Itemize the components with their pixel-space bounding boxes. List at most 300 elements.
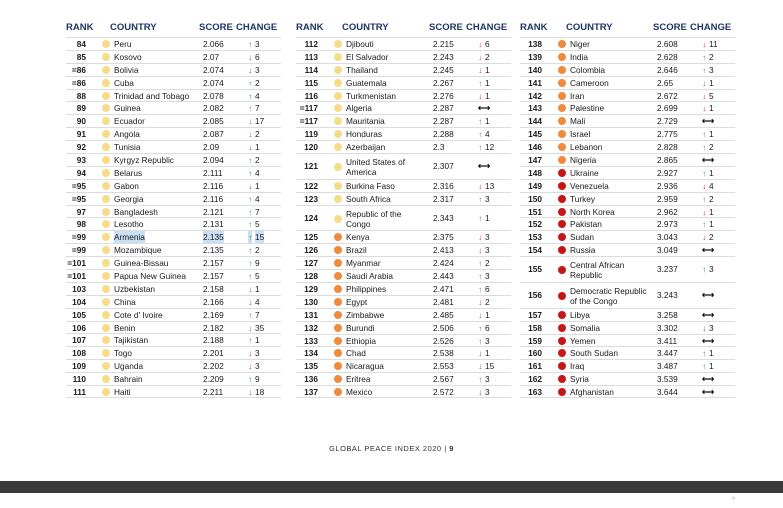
table-row bbox=[296, 256, 511, 269]
score-dot-icon bbox=[558, 53, 566, 61]
ranking-table-3 bbox=[520, 20, 735, 398]
country-cell: Turkmenistan bbox=[346, 90, 396, 101]
arrow-up-icon: ↑ bbox=[478, 129, 483, 140]
rank-cell: 92 bbox=[76, 142, 86, 153]
arrow-up-icon: ↑ bbox=[702, 219, 707, 230]
score-cell: 2.211 bbox=[203, 387, 224, 398]
change-cell: 15 bbox=[485, 361, 495, 372]
arrow-down-icon: ↓ bbox=[478, 51, 483, 62]
change-cell: 1 bbox=[485, 116, 490, 127]
score-cell: 2.413 bbox=[433, 245, 454, 256]
table-row bbox=[296, 334, 511, 347]
country-cell: Angola bbox=[114, 129, 140, 140]
country-cell: South Sudan bbox=[570, 348, 618, 359]
arrow-down-icon: ↓ bbox=[248, 283, 253, 294]
country-cell: Philippines bbox=[346, 283, 387, 294]
score-cell: 2.828 bbox=[657, 142, 678, 153]
rank-cell: 137 bbox=[304, 387, 318, 398]
score-cell: 2.973 bbox=[657, 219, 678, 230]
score-cell: 2.135 bbox=[203, 232, 224, 243]
arrow-down-icon: ↓ bbox=[702, 180, 707, 191]
arrow-down-icon: ↓ bbox=[702, 206, 707, 217]
arrow-down-icon: ↓ bbox=[702, 322, 707, 333]
change-cell: 6 bbox=[255, 51, 260, 62]
score-cell: 3.302 bbox=[657, 322, 678, 333]
score-dot-icon bbox=[334, 40, 342, 48]
score-cell: 3.237 bbox=[657, 264, 678, 275]
change-cell: 1 bbox=[485, 90, 490, 101]
change-cell: 3 bbox=[255, 348, 260, 359]
score-dot-icon bbox=[334, 285, 342, 293]
change-cell: 2 bbox=[709, 51, 714, 62]
score-cell: 2.09 bbox=[203, 142, 220, 153]
rank-cell: 140 bbox=[528, 64, 542, 75]
country-cell: Eritrea bbox=[346, 374, 371, 385]
table-header bbox=[66, 20, 281, 37]
table-row bbox=[66, 359, 281, 372]
arrow-up-icon: ↑ bbox=[702, 142, 707, 153]
score-dot-icon bbox=[102, 92, 110, 100]
score-cell: 2.936 bbox=[657, 180, 678, 191]
rank-cell: 134 bbox=[304, 348, 318, 359]
table-row bbox=[66, 166, 281, 179]
score-cell: 2.085 bbox=[203, 116, 224, 127]
no-change-icon: ⟷ bbox=[702, 289, 714, 300]
rank-cell: 106 bbox=[72, 322, 86, 333]
change-cell: 3 bbox=[709, 322, 714, 333]
change-cell: 1 bbox=[709, 167, 714, 178]
change-cell: 6 bbox=[485, 39, 490, 49]
rank-cell: 124 bbox=[304, 212, 318, 223]
score-cell: 2.307 bbox=[433, 161, 454, 172]
score-cell: 2.3 bbox=[433, 142, 445, 153]
arrow-up-icon: ↑ bbox=[248, 309, 253, 320]
score-dot-icon bbox=[334, 53, 342, 61]
rank-cell: =86 bbox=[71, 77, 86, 88]
rank-cell: 116 bbox=[304, 90, 318, 101]
country-cell: Cameroon bbox=[570, 77, 609, 88]
change-cell: 3 bbox=[485, 245, 490, 256]
table-row bbox=[296, 140, 511, 153]
country-cell: Somalia bbox=[570, 322, 600, 333]
country-cell: Russia bbox=[570, 245, 596, 256]
score-cell: 2.209 bbox=[203, 374, 224, 385]
arrow-up-icon: ↑ bbox=[248, 271, 253, 282]
arrow-up-icon: ↑ bbox=[702, 361, 707, 372]
scroll-up-icon[interactable]: ^ bbox=[731, 497, 735, 504]
rank-cell: 112 bbox=[304, 39, 318, 49]
score-dot-icon bbox=[334, 66, 342, 74]
score-dot-icon bbox=[102, 79, 110, 87]
score-cell: 2.131 bbox=[203, 219, 224, 230]
country-cell: Venezuela bbox=[570, 180, 609, 191]
score-dot-icon bbox=[558, 324, 566, 332]
arrow-up-icon: ↑ bbox=[248, 258, 253, 269]
country-cell: Guinea-Bissau bbox=[114, 258, 169, 269]
table-row bbox=[296, 63, 511, 76]
country-cell: Tajikistan bbox=[114, 335, 149, 346]
rank-cell: 109 bbox=[72, 361, 86, 372]
score-dot-icon bbox=[102, 272, 110, 280]
arrow-up-icon: ↑ bbox=[702, 264, 707, 275]
change-cell: 3 bbox=[485, 271, 490, 282]
change-cell: 4 bbox=[255, 296, 260, 307]
rank-cell: 127 bbox=[304, 258, 318, 269]
score-cell: 2.276 bbox=[433, 90, 454, 101]
score-cell: 2.959 bbox=[657, 193, 678, 204]
change-cell: 7 bbox=[255, 206, 260, 217]
rank-cell: 89 bbox=[76, 103, 86, 114]
country-cell: Democratic Republic of the Congo bbox=[570, 285, 647, 306]
rank-cell: =99 bbox=[71, 245, 86, 256]
rank-cell: 128 bbox=[304, 271, 318, 282]
change-cell: 7 bbox=[255, 103, 260, 114]
score-cell: 2.729 bbox=[657, 116, 678, 127]
rank-cell: 135 bbox=[304, 361, 318, 372]
score-cell: 2.699 bbox=[657, 103, 678, 114]
change-cell: 4 bbox=[255, 167, 260, 178]
country-cell: Zimbabwe bbox=[346, 309, 385, 320]
change-cell: 1 bbox=[485, 348, 490, 359]
table-row bbox=[296, 127, 511, 140]
table-row bbox=[296, 372, 511, 385]
rank-cell: 138 bbox=[528, 39, 542, 49]
score-dot-icon bbox=[558, 349, 566, 357]
table-row bbox=[520, 243, 735, 256]
table-row bbox=[66, 217, 281, 230]
score-dot-icon bbox=[102, 233, 110, 241]
score-dot-icon bbox=[334, 233, 342, 241]
table-row bbox=[66, 114, 281, 127]
score-cell: 2.471 bbox=[433, 283, 454, 294]
score-cell: 2.538 bbox=[433, 348, 454, 359]
arrow-up-icon: ↑ bbox=[478, 335, 483, 346]
rank-cell: 123 bbox=[304, 193, 318, 204]
score-dot-icon bbox=[558, 233, 566, 241]
table-row bbox=[520, 89, 735, 102]
rank-cell: 131 bbox=[304, 309, 318, 320]
arrow-down-icon: ↓ bbox=[248, 361, 253, 372]
arrow-up-icon: ↑ bbox=[248, 232, 253, 243]
change-cell: 3 bbox=[485, 335, 490, 346]
score-cell: 2.526 bbox=[433, 335, 454, 346]
country-cell: Uzbekistan bbox=[114, 283, 156, 294]
table-row bbox=[520, 50, 735, 63]
country-cell: Myanmar bbox=[346, 258, 381, 269]
country-cell: Ecuador bbox=[114, 116, 145, 127]
score-dot-icon bbox=[334, 246, 342, 254]
header-change: CHANGE bbox=[690, 22, 732, 33]
rank-cell: =95 bbox=[71, 180, 86, 191]
country-cell: Thailand bbox=[346, 64, 378, 75]
country-cell: Syria bbox=[570, 374, 589, 385]
change-cell: 2 bbox=[485, 296, 490, 307]
score-dot-icon bbox=[102, 362, 110, 370]
score-cell: 2.243 bbox=[433, 51, 454, 62]
arrow-up-icon: ↑ bbox=[248, 374, 253, 385]
score-cell: 2.074 bbox=[203, 77, 224, 88]
rank-cell: 144 bbox=[528, 116, 542, 127]
change-cell: 3 bbox=[709, 64, 714, 75]
table-row bbox=[66, 295, 281, 308]
rank-cell: 162 bbox=[528, 374, 542, 385]
score-dot-icon bbox=[558, 195, 566, 203]
table-row bbox=[66, 243, 281, 256]
rank-cell: =101 bbox=[67, 258, 86, 269]
table-row bbox=[66, 153, 281, 166]
table-row bbox=[520, 114, 735, 127]
score-dot-icon bbox=[334, 324, 342, 332]
table-row bbox=[520, 63, 735, 76]
table-row bbox=[520, 153, 735, 166]
table-row bbox=[520, 346, 735, 359]
country-cell: Colombia bbox=[570, 64, 606, 75]
rank-cell: =95 bbox=[71, 193, 86, 204]
arrow-up-icon: ↑ bbox=[478, 322, 483, 333]
arrow-down-icon: ↓ bbox=[248, 180, 253, 191]
rank-cell: 114 bbox=[304, 64, 318, 75]
change-cell: 3 bbox=[485, 387, 490, 398]
score-dot-icon bbox=[102, 53, 110, 61]
header-score: SCORE bbox=[653, 22, 687, 33]
score-cell: 3.258 bbox=[657, 309, 678, 320]
country-cell: Algeria bbox=[346, 103, 372, 114]
rank-cell: 139 bbox=[528, 51, 542, 62]
footer-separator: | bbox=[444, 444, 447, 453]
country-cell: China bbox=[114, 296, 136, 307]
score-cell: 2.962 bbox=[657, 206, 678, 217]
table-row bbox=[296, 321, 511, 334]
score-cell: 2.215 bbox=[433, 39, 454, 49]
score-dot-icon bbox=[558, 156, 566, 164]
viewer-scroll-area[interactable] bbox=[0, 493, 783, 508]
table-row bbox=[520, 372, 735, 385]
change-cell: 12 bbox=[485, 142, 495, 153]
change-cell: 3 bbox=[485, 374, 490, 385]
arrow-up-icon: ↑ bbox=[248, 90, 253, 101]
country-cell: Guinea bbox=[114, 103, 141, 114]
table-row bbox=[66, 256, 281, 269]
score-cell: 2.443 bbox=[433, 271, 454, 282]
change-cell: 1 bbox=[255, 335, 260, 346]
rank-cell: 160 bbox=[528, 348, 542, 359]
country-cell: Mozambique bbox=[114, 245, 162, 256]
rank-cell: =86 bbox=[71, 64, 86, 75]
score-cell: 2.066 bbox=[203, 39, 224, 49]
table-row bbox=[66, 205, 281, 218]
score-cell: 2.188 bbox=[203, 335, 224, 346]
arrow-up-icon: ↑ bbox=[478, 212, 483, 223]
change-cell: 9 bbox=[255, 374, 260, 385]
no-change-icon: ⟷ bbox=[702, 245, 714, 256]
arrow-down-icon: ↓ bbox=[478, 245, 483, 256]
country-cell: Turkey bbox=[570, 193, 596, 204]
change-cell: 1 bbox=[709, 77, 714, 88]
score-dot-icon bbox=[334, 298, 342, 306]
table-row bbox=[296, 230, 511, 243]
table-row bbox=[66, 127, 281, 140]
change-cell: 1 bbox=[485, 77, 490, 88]
change-cell: 7 bbox=[255, 309, 260, 320]
score-cell: 2.316 bbox=[433, 180, 454, 191]
table-row bbox=[296, 114, 511, 127]
arrow-down-icon: ↓ bbox=[478, 64, 483, 75]
score-dot-icon bbox=[102, 259, 110, 267]
rank-cell: 148 bbox=[528, 167, 542, 178]
rank-cell: 126 bbox=[304, 245, 318, 256]
rank-cell: 122 bbox=[304, 180, 318, 191]
rank-cell: 149 bbox=[528, 180, 542, 191]
change-cell: 1 bbox=[709, 219, 714, 230]
arrow-up-icon: ↑ bbox=[702, 64, 707, 75]
score-cell: 2.672 bbox=[657, 90, 678, 101]
score-dot-icon bbox=[102, 40, 110, 48]
change-cell: 1 bbox=[255, 283, 260, 294]
header-country: COUNTRY bbox=[566, 22, 613, 33]
arrow-up-icon: ↑ bbox=[478, 142, 483, 153]
arrow-up-icon: ↑ bbox=[478, 77, 483, 88]
country-cell: Israel bbox=[570, 129, 591, 140]
country-cell: Nigeria bbox=[570, 155, 597, 166]
score-dot-icon bbox=[102, 220, 110, 228]
score-dot-icon bbox=[334, 272, 342, 280]
score-cell: 2.572 bbox=[433, 387, 454, 398]
table-row bbox=[520, 385, 735, 398]
score-dot-icon bbox=[558, 104, 566, 112]
change-cell: 18 bbox=[255, 387, 265, 398]
score-cell: 2.343 bbox=[433, 212, 454, 223]
header-rank: RANK bbox=[296, 22, 324, 33]
table-row bbox=[520, 101, 735, 114]
change-cell: 13 bbox=[485, 180, 495, 191]
score-dot-icon bbox=[102, 130, 110, 138]
score-dot-icon bbox=[558, 266, 566, 274]
change-cell: 4 bbox=[709, 180, 714, 191]
table-row bbox=[296, 205, 511, 231]
arrow-down-icon: ↓ bbox=[248, 296, 253, 307]
table-row bbox=[520, 359, 735, 372]
table-row bbox=[520, 166, 735, 179]
table-row bbox=[520, 217, 735, 230]
country-cell: Mali bbox=[570, 116, 586, 127]
score-cell: 2.506 bbox=[433, 322, 454, 333]
arrow-down-icon: ↓ bbox=[702, 103, 707, 114]
rank-cell: 110 bbox=[72, 374, 86, 385]
table-row bbox=[296, 282, 511, 295]
table-row bbox=[66, 179, 281, 192]
table-row bbox=[66, 76, 281, 89]
arrow-down-icon: ↓ bbox=[248, 64, 253, 75]
score-dot-icon bbox=[102, 104, 110, 112]
change-cell: 3 bbox=[255, 64, 260, 75]
score-cell: 2.287 bbox=[433, 116, 454, 127]
country-cell: Togo bbox=[114, 348, 132, 359]
score-dot-icon bbox=[102, 117, 110, 125]
arrow-up-icon: ↑ bbox=[248, 155, 253, 166]
rank-cell: =99 bbox=[71, 232, 86, 243]
score-cell: 2.646 bbox=[657, 64, 678, 75]
score-cell: 3.539 bbox=[657, 374, 678, 385]
change-cell: 5 bbox=[255, 271, 260, 282]
score-dot-icon bbox=[558, 246, 566, 254]
country-cell: Belarus bbox=[114, 167, 143, 178]
arrow-down-icon: ↓ bbox=[248, 322, 253, 333]
change-cell: 2 bbox=[709, 142, 714, 153]
table-row bbox=[296, 101, 511, 114]
rank-cell: 153 bbox=[528, 232, 542, 243]
rank-cell: 143 bbox=[528, 103, 542, 114]
table-row bbox=[296, 37, 511, 50]
country-cell: Pakistan bbox=[570, 219, 602, 230]
table-row bbox=[520, 230, 735, 243]
change-cell: 4 bbox=[255, 193, 260, 204]
table-row bbox=[296, 243, 511, 256]
score-dot-icon bbox=[558, 337, 566, 345]
rank-cell: 93 bbox=[76, 155, 86, 166]
country-cell: Honduras bbox=[346, 129, 382, 140]
score-cell: 2.157 bbox=[203, 271, 224, 282]
arrow-up-icon: ↑ bbox=[248, 245, 253, 256]
table-row bbox=[520, 37, 735, 50]
score-cell: 2.202 bbox=[203, 361, 224, 372]
score-cell: 2.07 bbox=[203, 51, 220, 62]
score-cell: 2.481 bbox=[433, 296, 454, 307]
table-row bbox=[296, 346, 511, 359]
arrow-down-icon: ↓ bbox=[478, 361, 483, 372]
score-cell: 3.411 bbox=[657, 335, 678, 346]
change-cell: 1 bbox=[485, 212, 490, 223]
change-cell: 6 bbox=[485, 283, 490, 294]
ranking-table-2 bbox=[296, 20, 511, 398]
arrow-up-icon: ↑ bbox=[702, 129, 707, 140]
score-dot-icon bbox=[334, 337, 342, 345]
country-cell: Sudan bbox=[570, 232, 594, 243]
score-dot-icon bbox=[558, 311, 566, 319]
rank-cell: 113 bbox=[304, 51, 318, 62]
arrow-down-icon: ↓ bbox=[478, 348, 483, 359]
no-change-icon: ⟷ bbox=[702, 387, 714, 398]
score-cell: 2.082 bbox=[203, 103, 224, 114]
rank-cell: 152 bbox=[528, 219, 542, 230]
score-cell: 2.182 bbox=[203, 322, 224, 333]
change-cell: 2 bbox=[485, 51, 490, 62]
footer-title: GLOBAL PEACE INDEX 2020 bbox=[329, 444, 442, 453]
arrow-down-icon: ↓ bbox=[248, 129, 253, 140]
arrow-up-icon: ↑ bbox=[248, 77, 253, 88]
table-row bbox=[296, 269, 511, 282]
change-cell: 3 bbox=[255, 361, 260, 372]
score-cell: 2.158 bbox=[203, 283, 224, 294]
score-dot-icon bbox=[334, 92, 342, 100]
arrow-down-icon: ↓ bbox=[702, 77, 707, 88]
rank-cell: 108 bbox=[72, 348, 86, 359]
header-change: CHANGE bbox=[466, 22, 508, 33]
rank-cell: 129 bbox=[304, 283, 318, 294]
rank-cell: 150 bbox=[528, 193, 542, 204]
rank-cell: 84 bbox=[76, 39, 86, 49]
rank-cell: 111 bbox=[73, 387, 86, 398]
score-dot-icon bbox=[334, 215, 342, 223]
table-row bbox=[296, 192, 511, 205]
rank-cell: 142 bbox=[528, 90, 542, 101]
arrow-down-icon: ↓ bbox=[702, 39, 707, 49]
arrow-down-icon: ↓ bbox=[478, 309, 483, 320]
score-dot-icon bbox=[558, 40, 566, 48]
score-dot-icon bbox=[334, 362, 342, 370]
country-cell: Uganda bbox=[114, 361, 144, 372]
change-cell: 2 bbox=[255, 155, 260, 166]
score-dot-icon bbox=[334, 79, 342, 87]
